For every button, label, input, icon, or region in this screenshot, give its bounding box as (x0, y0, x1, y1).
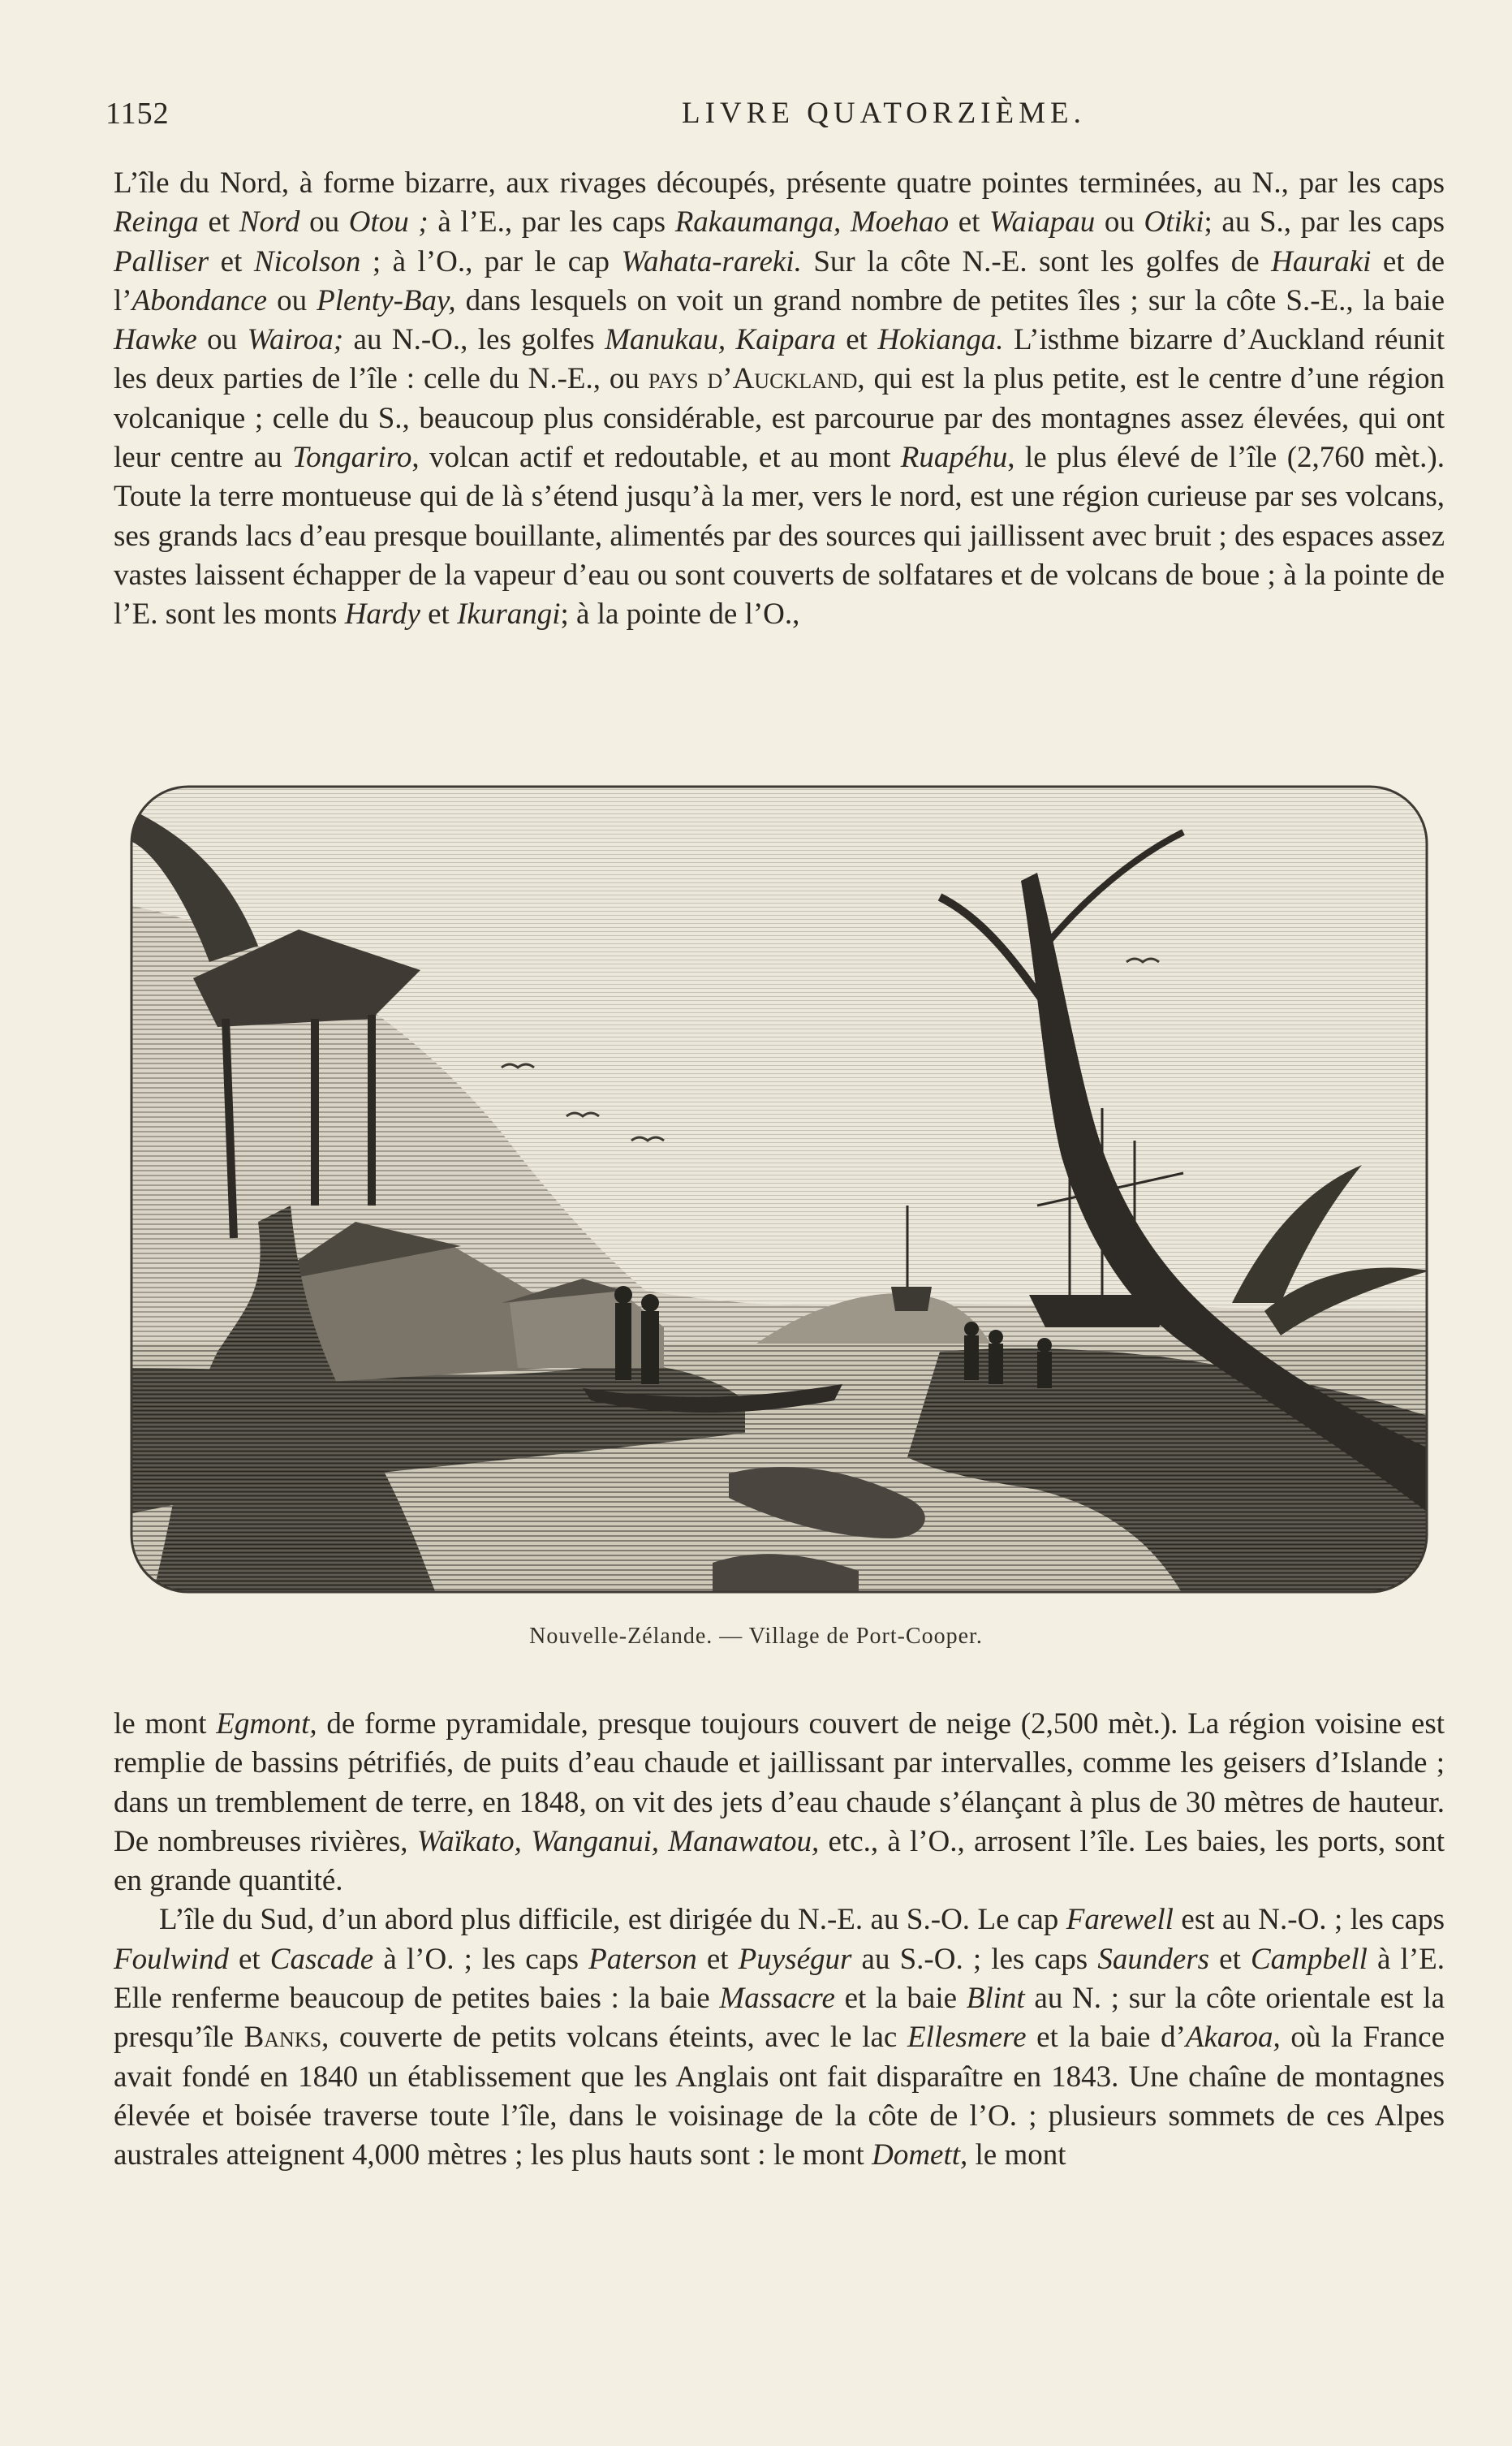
text-run: et (209, 244, 254, 278)
text-run: de forme pyramidale, presque toujours couvert de neige (2,500 mèt.). La région voisine est remplie de bassins pétrifiés, de puits d’eau chaude et jaillissant par intervalles, comme les geisers d’Islande ; dans un tremblement de terre, en 1848, on vit des jets d’eau chaude s’élançant à plus de 30 mètres de hauteur. De nombreuses rivières, (114, 1707, 1445, 1858)
italic-term: Nord (239, 205, 300, 239)
small-caps-term: pays d’Auckland (648, 362, 858, 396)
text-run: L’île du Nord, à forme bizarre, aux rivages découpés, présente quatre pointes terminées, au N., par les caps (114, 166, 1445, 200)
text-run: etc., à l’O., arrosent l’île. Les baies, les ports, sont en grande quantité. (114, 1824, 1445, 1898)
text-run: au N.-O., les golfes (343, 323, 605, 357)
italic-term: Paterson (588, 1942, 697, 1976)
italic-term: Waiapau (989, 205, 1096, 239)
text-run: à l’E., par les caps (428, 205, 675, 239)
italic-term: Manukau, Kaipara (605, 323, 836, 357)
text-run: , le plus élevé de l’île (2,760 mèt.). Toute la terre montueuse qui de là s’étend jusqu’à la mer, vers le nord, est une région curieuse par ses volcans, ses grands lacs d’eau presque bouillante, alimentés par des sources qui jaillissent avec bruit ; des espaces assez vastes laissent échapper de la vapeur d’eau ou sont couverts de solfatares et de volcans de boue ; à la pointe de l’E. sont les monts (114, 441, 1445, 632)
text-run: le mont (114, 1707, 217, 1741)
italic-term: Domett, (872, 2138, 968, 2172)
text-run: à l’O. ; les caps (373, 1942, 589, 1976)
italic-term: Otou ; (348, 205, 429, 239)
text-run: et (198, 205, 239, 239)
text-run: , volcan actif et redoutable, et au mont (411, 441, 901, 475)
italic-term: Puységur (738, 1942, 852, 1976)
text-run: et la baie d’ (1026, 2021, 1186, 2055)
italic-term: Ellesmere (907, 2021, 1027, 2055)
text-run: Sur la côte N.-E. sont les golfes de (801, 244, 1272, 278)
text-run: et (1209, 1942, 1251, 1976)
text-run: ou (1095, 205, 1144, 239)
italic-term: Tongariro (291, 441, 412, 475)
text-run: et (696, 1942, 739, 1976)
text-run: ; à la pointe de l’O., (560, 597, 800, 632)
engraving-village-harbor (128, 783, 1430, 1595)
italic-term: Plenty-Bay, (317, 283, 456, 317)
italic-term: Hauraki (1271, 244, 1372, 278)
text-run: et (835, 323, 878, 357)
italic-term: Abondance (131, 283, 268, 317)
italic-term: Hardy (344, 597, 420, 632)
text-run: dans lesquels on voit un grand nombre de petites îles ; sur la côte S.-E., la baie (455, 283, 1445, 317)
italic-term: Akaroa, (1185, 2021, 1281, 2055)
italic-term: Waïkato, Wanganui, Manawatou, (416, 1824, 820, 1858)
text-run: au N. ; sur la côte orientale est la presqu’île (114, 1982, 1445, 2055)
italic-term: Ruapéhu (900, 441, 1008, 475)
italic-term: Nicolson (253, 244, 361, 278)
italic-term: Saunders (1097, 1942, 1210, 1976)
italic-term: Otiki (1144, 205, 1204, 239)
italic-term: Campbell (1251, 1942, 1368, 1976)
small-caps-term: Banks (243, 2021, 322, 2055)
italic-term: Egmont, (216, 1707, 317, 1741)
top-text-block (114, 164, 1445, 635)
text-run: ou (196, 323, 248, 357)
italic-term: Wairoa; (247, 323, 344, 357)
italic-term: Cascade (269, 1942, 374, 1976)
italic-term: Massacre (719, 1982, 835, 2016)
italic-term: Foulwind (114, 1942, 229, 1976)
text-run: ou (299, 205, 349, 239)
text-run: ou (267, 283, 317, 317)
italic-term: Rakaumanga, Moehao (674, 205, 950, 239)
body-paragraph (114, 1705, 1445, 1900)
text-run: et la baie (834, 1982, 967, 2016)
text-run: et (228, 1942, 270, 1976)
text-run: , qui est la plus petite, est le centre d’une région volcanique ; celle du S., beaucoup plus considérable, est parcourue par des montagnes assez élevées, qui ont leur centre au (114, 362, 1445, 475)
page-header (106, 96, 1453, 136)
text-run: et (420, 597, 458, 632)
italic-term: Palliser (114, 244, 209, 278)
italic-term: Hokianga. (877, 323, 1004, 357)
italic-term: Hawke (114, 323, 197, 357)
text-run: et de l’ (114, 244, 1445, 317)
text-run: ; au S., par les caps (1204, 205, 1445, 239)
italic-term: Reinga (114, 205, 199, 239)
text-run: à l’E. Elle renferme beaucoup de petites baies : la baie (114, 1942, 1445, 2016)
text-run: au S.-O. ; les caps (851, 1942, 1098, 1976)
running-head: LIVRE QUATORZIÈME. (682, 97, 1086, 130)
bottom-text-block (114, 1705, 1445, 2176)
italic-term: Farewell (1066, 1903, 1174, 1937)
page-number: 1152 (106, 97, 170, 131)
text-run: L’isthme bizarre d’Auckland réunit les deux parties de l’île : celle du N.-E., ou (114, 323, 1445, 396)
text-run: ; à l’O., par le cap (360, 244, 622, 278)
body-paragraph (114, 1900, 1445, 2175)
figure-caption: Nouvelle-Zélande. — Village de Port-Cooper. (529, 1624, 983, 1649)
italic-term: Ikurangi (457, 597, 561, 632)
italic-term: Blint (966, 1982, 1025, 2016)
text-run: où la France avait fondé en 1840 un établissement que les Anglais ont fait disparaître en 1843. Une chaîne de montagnes élevée et boisée traverse toute l’île, dans le voisinage de la côte de l’O. ; plusieurs sommets de ces Alpes australes atteignent 4,000 mètres ; les plus hauts sont : le mont (114, 2021, 1445, 2172)
text-run: et (949, 205, 990, 239)
text-run: est au N.-O. ; les caps (1173, 1903, 1445, 1937)
paragraph-north-island (114, 164, 1445, 635)
italic-term: Wahata-rareki. (621, 244, 802, 278)
text-run: le mont (967, 2138, 1066, 2172)
text-run: L’île du Sud, d’un abord plus difficile, est dirigée du N.-E. au S.-O. Le cap (159, 1903, 1066, 1937)
engraving-illustration (128, 783, 1430, 1595)
text-run: , couverte de petits volcans éteints, avec le lac (321, 2021, 907, 2055)
